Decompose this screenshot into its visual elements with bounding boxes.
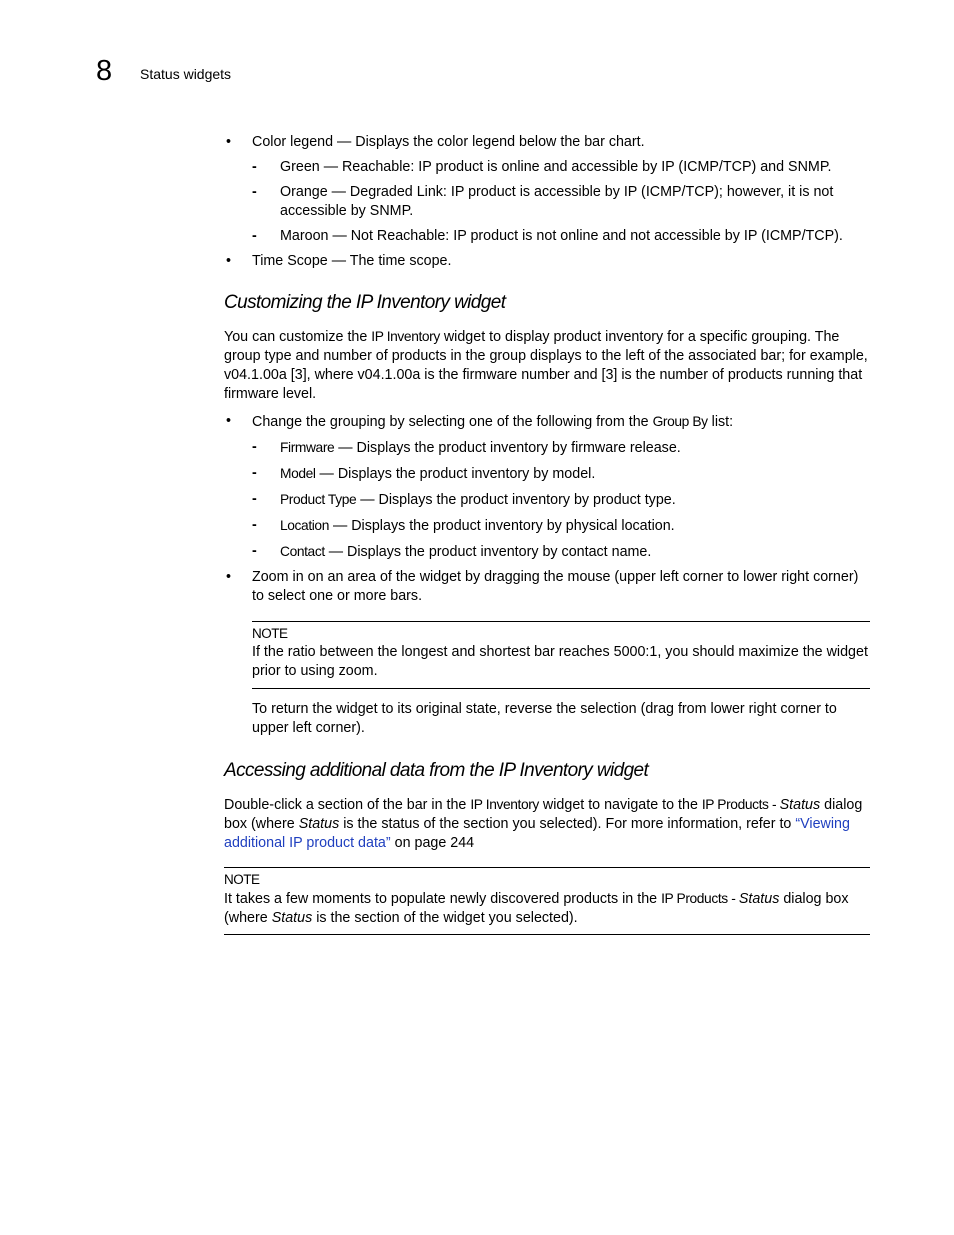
group-by-sublist xyxy=(252,438,870,562)
text: Status xyxy=(271,910,313,926)
text: It takes a few moments to populate newly discovered products in the xyxy=(224,891,662,907)
list-item xyxy=(252,133,870,246)
text: Status xyxy=(298,816,340,832)
list-item: - Orange — Degraded Link: IP product is accessible by IP (ICMP/TCP); however, it is not accessible by SNMP. xyxy=(280,183,870,221)
list-item xyxy=(280,438,870,458)
text: widget to navigate to the xyxy=(538,797,702,813)
text: You can customize the xyxy=(224,329,372,345)
text: — Displays the product inventory by product type. xyxy=(356,492,676,508)
note-text: If the ratio between the longest and shortest bar reaches 5000:1, you should maximize the widget prior to using zoom. xyxy=(252,644,868,679)
list-item xyxy=(280,516,870,536)
list-item xyxy=(280,542,870,562)
text: dialog box (where xyxy=(224,891,849,926)
section-heading: Accessing additional data from the IP Inventory widget xyxy=(224,760,649,781)
ui-term: IP Products - xyxy=(701,797,780,812)
list-item xyxy=(280,464,870,484)
text: is the section of the widget you selected). xyxy=(312,910,578,926)
text: on page 244 xyxy=(390,835,475,851)
list-item xyxy=(252,568,870,606)
ui-term: Contact xyxy=(280,544,325,559)
note-box xyxy=(252,621,870,689)
text: is the status of the section you selected). For more information, refer to xyxy=(339,816,796,832)
paragraph xyxy=(224,327,870,404)
text: Change the grouping by selecting one of the following from the xyxy=(252,414,653,430)
top-bullet-list xyxy=(224,133,870,271)
ui-term: Firmware xyxy=(280,440,335,455)
text: widget to display product inventory for a specific grouping. The group type and number of products in the group displays to the left of the associated bar; for example, v04.1.00a [3], where v04.1.00a is the firmware number and [3] is the number of products running that firmware level. xyxy=(224,329,868,402)
text: Double-click a section of the bar in the xyxy=(224,797,471,813)
text: dialog box (where xyxy=(224,797,863,832)
ui-term: Group By xyxy=(652,414,708,429)
text: — Displays the product inventory by contact name. xyxy=(324,544,652,560)
cross-reference-link[interactable]: “Viewing additional IP product data” xyxy=(224,816,850,851)
list-item xyxy=(252,412,870,562)
note-text xyxy=(224,889,870,928)
text: — Displays the product inventory by model. xyxy=(315,466,596,482)
note-label: NOTE xyxy=(252,626,288,641)
grouping-bullet-list xyxy=(224,412,870,606)
paragraph xyxy=(224,795,870,853)
list-item xyxy=(252,252,870,271)
color-legend-sublist xyxy=(252,158,870,246)
color-legend-text: Color legend — Displays the color legend below the bar chart. xyxy=(252,134,645,150)
ui-term: IP Inventory xyxy=(371,329,440,344)
zoom-text: Zoom in on an area of the widget by dragging the mouse (upper left corner to lower right corner) to select one or more bars. xyxy=(252,569,859,604)
ui-term: Product Type xyxy=(280,492,357,507)
ui-term: Location xyxy=(280,518,329,533)
note-box xyxy=(224,867,870,935)
ui-term: Model xyxy=(280,466,316,481)
text: Status xyxy=(738,891,780,907)
text: Status xyxy=(779,797,821,813)
list-item xyxy=(280,490,870,510)
section-heading: Customizing the IP Inventory widget xyxy=(224,292,506,313)
text: — Displays the product inventory by physical location. xyxy=(328,518,675,534)
chapter-title: Status widgets xyxy=(140,66,232,82)
list-item: - Maroon — Not Reachable: IP product is not online and not accessible by IP (ICMP/TCP). xyxy=(280,227,870,246)
paragraph: To return the widget to its original state, reverse the selection (drag from lower right corner to upper left corner). xyxy=(252,701,837,736)
time-scope-text: Time Scope — The time scope. xyxy=(252,253,452,269)
list-item: - Green — Reachable: IP product is online and accessible by IP (ICMP/TCP) and SNMP. xyxy=(280,158,870,177)
note-label: NOTE xyxy=(224,872,260,887)
text: — Displays the product inventory by firmware release. xyxy=(334,440,681,456)
text: list: xyxy=(707,414,734,430)
page-content xyxy=(224,133,870,935)
ui-term: IP Products - xyxy=(661,891,739,906)
chapter-number: 8 xyxy=(96,55,113,87)
ui-term: IP Inventory xyxy=(470,797,539,812)
